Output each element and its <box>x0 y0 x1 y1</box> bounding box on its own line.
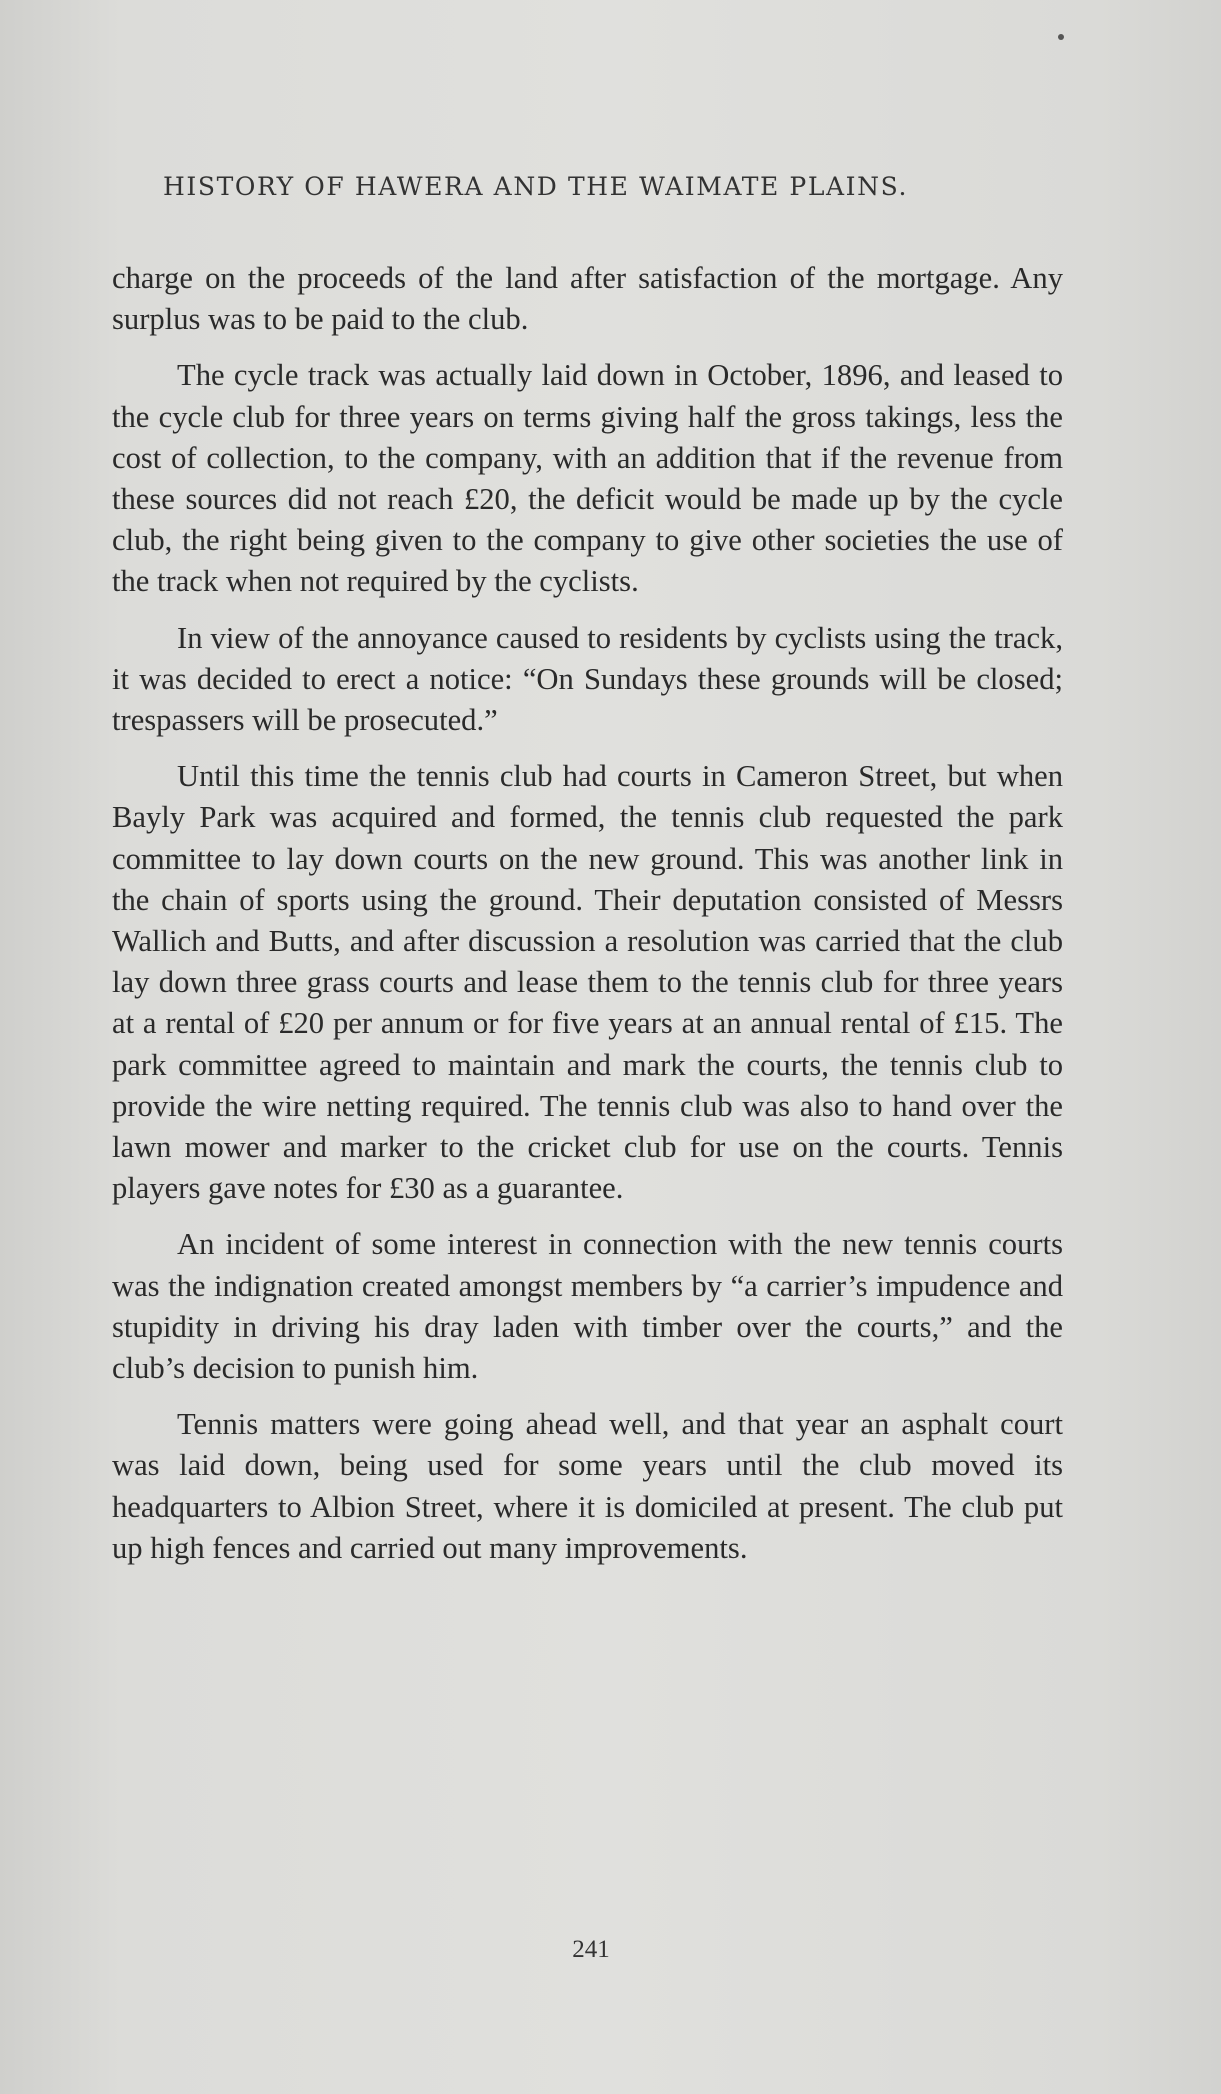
body-text <box>112 258 1063 1584</box>
paragraph-5: An incident of some interest in connection with the new tennis courts was the indignation created amongst members by “a carrier’s impudence and stupidity in driving his dray laden with timber over the courts,” and the club’s decision to punish him. <box>112 1227 1063 1386</box>
paragraph-2: The cycle track was actually laid down in October, 1896, and leased to the cycle club for three years on terms giving half the gross takings, less the cost of collection, to the company, with an addition that if the revenue from these sources did not reach £20, the deficit would be made up by the cycle club, the right being given to the company to give other societies the use of the track when not required by the cyclists. <box>112 358 1063 599</box>
paragraph-6: Tennis matters were going ahead well, and that year an asphalt court was laid down, being used for some years until the club moved its headquarters to Albion Street, where it is domiciled at present. The club put up high fences and carried out many improvements. <box>112 1407 1063 1565</box>
running-head: HISTORY OF HAWERA AND THE WAIMATE PLAINS. <box>163 172 909 201</box>
page-number: 241 <box>572 1936 610 1963</box>
paragraph-1: charge on the proceeds of the land after satisfaction of the mortgage. Any surplus was to be paid to the club. <box>112 261 1063 337</box>
paragraph-3: In view of the annoyance caused to residents by cyclists using the track, it was decided to erect a notice: “On Sundays these grounds will be closed; trespassers will be prosecuted.” <box>112 620 1063 738</box>
paper-speck <box>1058 34 1064 40</box>
paragraph-4: Until this time the tennis club had courts in Cameron Street, but when Bayly Park was acquired and formed, the tennis club requested the park committee to lay down courts on the new ground. This was another link in the chain of sports using the ground. Their deputation consisted of Messrs Wallich and Butts, and after discussion a resolution was carried that the club lay down three grass courts and lease them to the tennis club for three years at a rental of £20 per annum or for five years at an annual rental of £15. The park committee agreed to maintain and mark the courts, the tennis club to provide the wire netting required. The tennis club was also to hand over the lawn mower and marker to the cricket club for use on the courts. Tennis players gave notes for £30 as a guarantee. <box>112 759 1063 1206</box>
